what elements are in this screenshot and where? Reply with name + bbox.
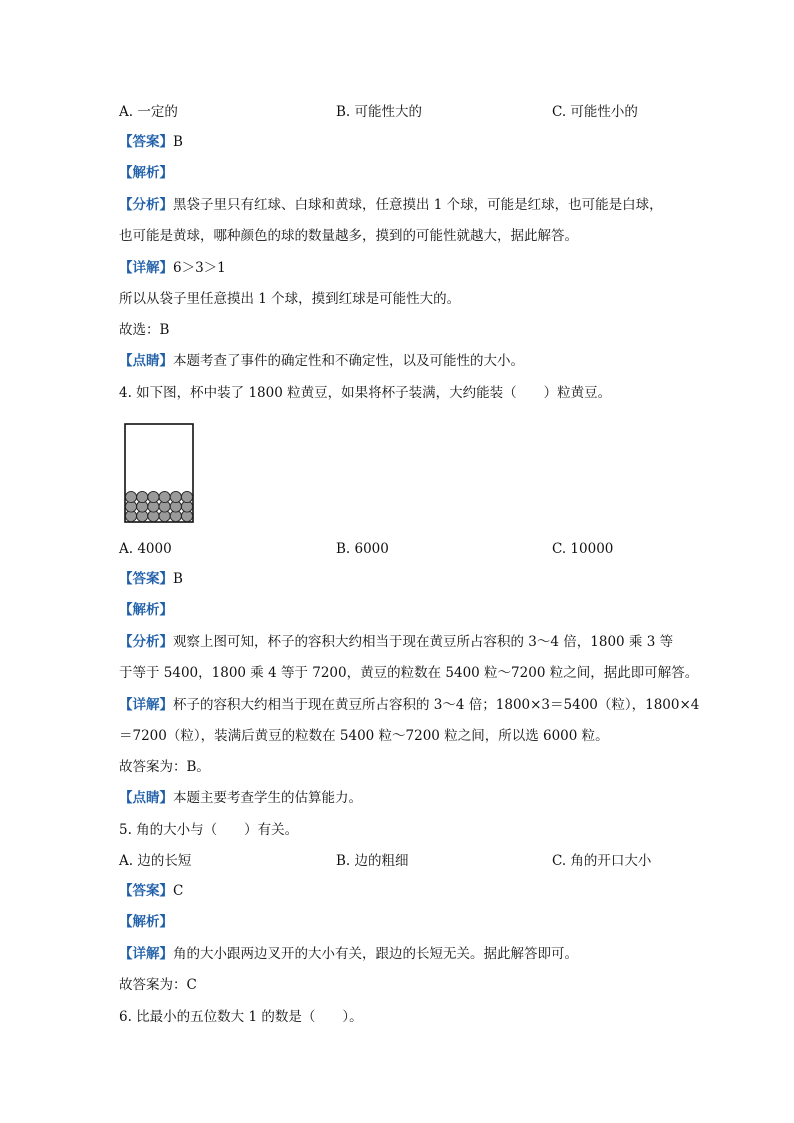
bean: [137, 491, 148, 502]
cup-figure: [124, 423, 194, 523]
q4-options: [119, 534, 679, 565]
xiangjie-text: 杯子的容积大约相当于现在黄豆所占容积的 3～4 倍；1800×3＝5400（粒），1800×4: [173, 697, 700, 713]
answer-value: B: [173, 571, 183, 587]
q5-analysis-heading: [119, 907, 679, 938]
bean: [181, 491, 192, 502]
q3-answer: [119, 127, 679, 158]
q5-option-b: B. 边的粗细: [336, 853, 409, 869]
q4-option-c: C. 10000: [552, 541, 614, 557]
q3-fenxi-line-2: 也可能是黄球，哪种颜色的球的数量越多，摸到的可能性就越大，据此解答。: [119, 228, 578, 244]
bean: [125, 491, 136, 502]
q3-conclusion: 故选：B: [119, 322, 170, 338]
q3-option-b: B. 可能性大的: [336, 104, 423, 120]
beans: [125, 491, 192, 521]
fenxi-tag: 【分析】: [119, 634, 173, 650]
fenxi-tag: 【分析】: [119, 197, 173, 213]
xiangjie-tag: 【详解】: [119, 697, 173, 713]
xiangjie-tag: 【详解】: [119, 260, 173, 276]
q5-conclusion: 故答案为：C: [119, 977, 197, 993]
q3-options: [119, 97, 679, 128]
answer-value: C: [173, 883, 184, 899]
q6-question: 6. 比最小的五位数大 1 的数是（ ）。: [119, 1009, 363, 1025]
q4-xiangjie-line-2: ＝7200（粒），装满后黄豆的粒数在 5400 粒～7200 粒之间，所以选 6000 粒。: [119, 728, 609, 744]
bean: [148, 491, 159, 502]
q5-options: [119, 846, 679, 877]
answer-tag: 【答案】: [119, 134, 173, 150]
q5-option-a: A. 边的长短: [119, 853, 192, 869]
q5-option-c: C. 角的开口大小: [552, 853, 652, 869]
bean: [159, 491, 170, 502]
q4-fenxi-line-1: [119, 627, 679, 658]
q5-answer: [119, 876, 679, 907]
q3-analysis-heading: [119, 158, 679, 189]
bean: [170, 491, 181, 502]
q3-option-a: A. 一定的: [119, 104, 178, 120]
q3-xiangjie-line-1: [119, 253, 679, 284]
q4-fenxi-line-2: 于等于 5400，1800 乘 4 等于 7200，黄豆的粒数在 5400 粒～7200 粒之间，据此即可解答。: [119, 665, 699, 681]
q4-option-a: A. 4000: [119, 541, 172, 557]
fenxi-text: 观察上图可知，杯子的容积大约相当于现在黄豆所占容积的 3～4 倍，1800 乘 3 等: [173, 634, 674, 650]
xiangjie-tag: 【详解】: [119, 946, 173, 962]
q4-conclusion: 故答案为：B。: [119, 759, 210, 775]
q5-xiangjie: [119, 939, 679, 970]
answer-tag: 【答案】: [119, 883, 173, 899]
q4-dianjing: [119, 783, 679, 814]
q3-fenxi-line-1: [119, 190, 679, 221]
q3-dianjing: [119, 346, 679, 377]
analysis-tag: 【解析】: [119, 602, 173, 618]
answer-value: B: [173, 134, 183, 150]
dianjing-tag: 【点睛】: [119, 353, 173, 369]
q3-option-c: C. 可能性小的: [552, 104, 638, 120]
xiangjie-text: 6＞3＞1: [173, 260, 226, 276]
dianjing-tag: 【点睛】: [119, 790, 173, 806]
q4-answer: [119, 564, 679, 595]
q4-option-b: B. 6000: [336, 541, 389, 557]
q4-analysis-heading: [119, 595, 679, 626]
analysis-tag: 【解析】: [119, 165, 173, 181]
analysis-tag: 【解析】: [119, 914, 173, 930]
xiangjie-text: 角的大小跟两边叉开的大小有关，跟边的长短无关。据此解答即可。: [173, 946, 578, 962]
fenxi-text: 黑袋子里只有红球、白球和黄球，任意摸出 1 个球，可能是红球，也可能是白球，: [173, 197, 663, 213]
q4-xiangjie-line-1: [119, 690, 700, 721]
dianjing-text: 本题主要考查学生的估算能力。: [173, 790, 362, 806]
q3-xiangjie-line-2: 所以从袋子里任意摸出 1 个球，摸到红球是可能性大的。: [119, 291, 461, 307]
q4-question: 4. 如下图，杯中装了 1800 粒黄豆，如果将杯子装满，大约能装（ ）粒黄豆。: [119, 385, 612, 401]
dianjing-text: 本题考查了事件的确定性和不确定性，以及可能性的大小。: [173, 353, 524, 369]
q5-question: 5. 角的大小与（ ）有关。: [119, 822, 299, 838]
answer-tag: 【答案】: [119, 571, 173, 587]
